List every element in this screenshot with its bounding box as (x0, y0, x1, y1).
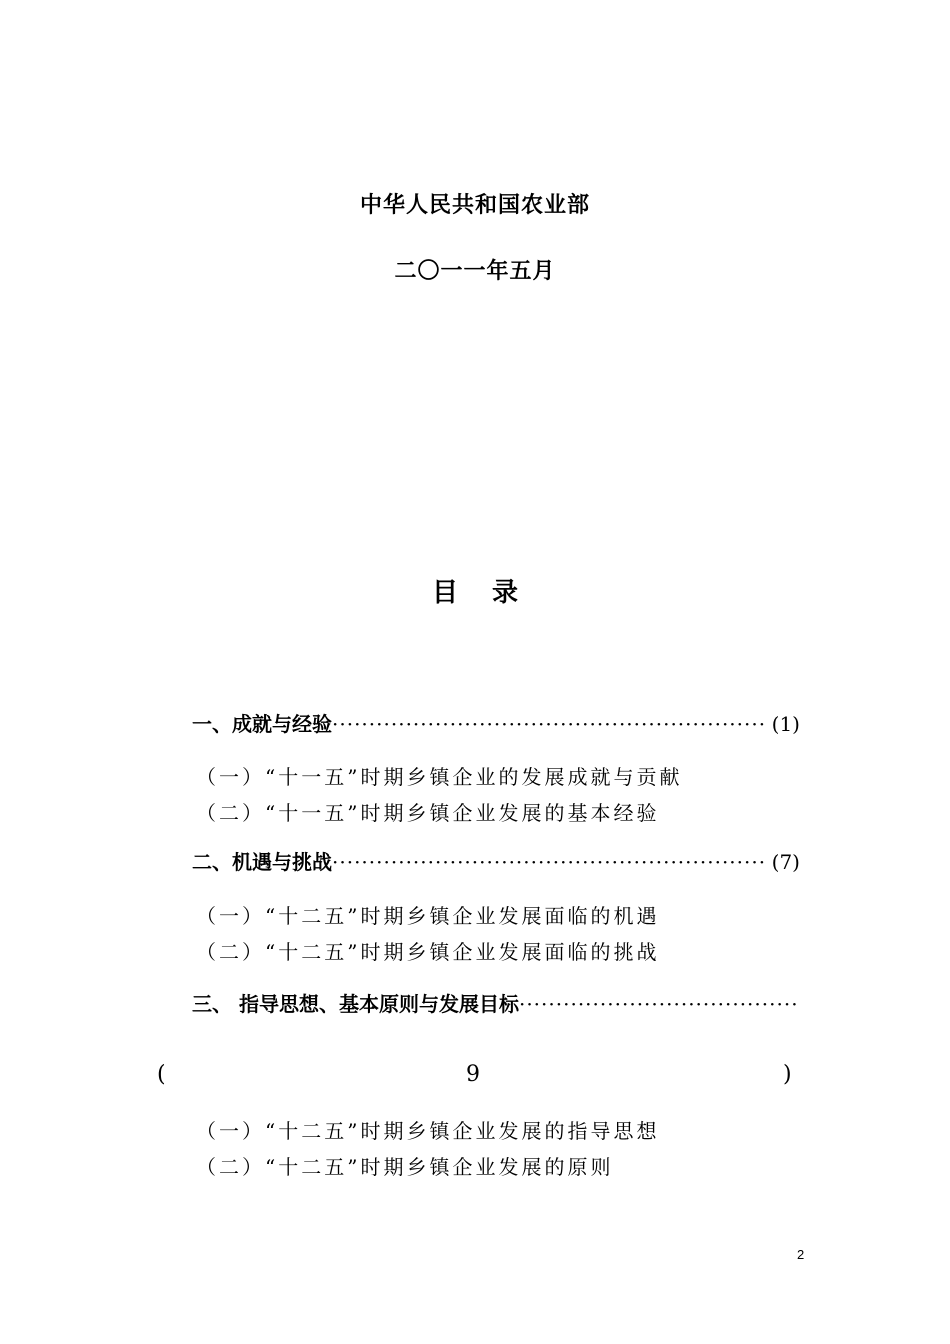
toc-subentry-3-1[interactable]: （一）“十二五”时期乡镇企业发展的指导思想 (196, 1119, 660, 1143)
toc-entry-page: (7) (771, 850, 800, 874)
toc-entry-label: 二、机遇与挑战 (192, 850, 332, 874)
publication-date: 二〇一一年五月 (394, 258, 556, 284)
toc-entry-label: 三、 指导思想、基本原则与发展目标 (192, 992, 519, 1016)
toc-title-char-1: 目 (431, 578, 458, 608)
organization-name: 中华人民共和国农业部 (359, 192, 590, 218)
toc-entry-page-number: 9 (466, 1062, 480, 1087)
toc-leader-dots (332, 850, 768, 874)
toc-entry-page: (1) (771, 712, 800, 736)
toc-entry-label: 一、成就与经验 (192, 712, 332, 736)
toc-entry-section-1[interactable] (192, 708, 800, 737)
toc-entry-section-3[interactable] (192, 988, 796, 1017)
toc-subentry-2-1[interactable]: （一）“十二五”时期乡镇企业发展面临的机遇 (196, 904, 660, 928)
toc-title-char-2: 录 (492, 578, 519, 608)
toc-leader-dots (332, 712, 768, 736)
toc-entry-section-2[interactable] (192, 846, 800, 875)
page-number: 2 (797, 1247, 805, 1262)
toc-subentry-3-2[interactable]: （二）“十二五”时期乡镇企业发展的原则 (196, 1155, 614, 1179)
toc-title (0, 572, 950, 609)
toc-subentry-2-2[interactable]: （二）“十二五”时期乡镇企业发展面临的挑战 (196, 940, 660, 964)
toc-entry-page-close-paren: ) (783, 1062, 792, 1087)
toc-subentry-1-1[interactable]: （一）“十一五”时期乡镇企业的发展成就与贡献 (196, 765, 683, 789)
toc-leader-dots (519, 992, 796, 1016)
toc-subentry-1-2[interactable]: （二）“十一五”时期乡镇企业发展的基本经验 (196, 801, 660, 825)
toc-entry-page-open-paren: ( (157, 1062, 166, 1087)
